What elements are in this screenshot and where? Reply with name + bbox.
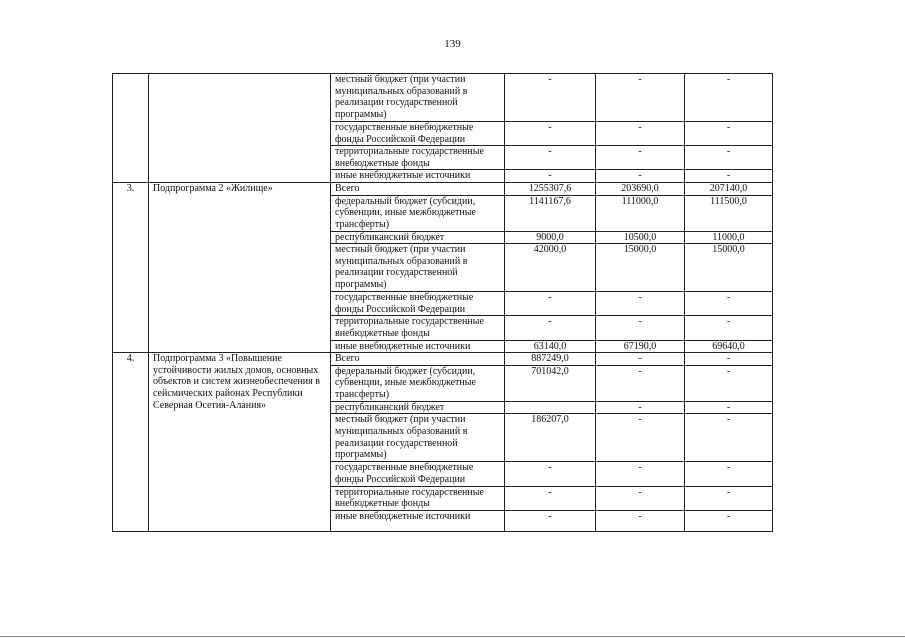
funding-source: иные внебюджетные источники — [331, 510, 505, 531]
subprogram-name-cell — [149, 74, 331, 183]
value-cell: - — [685, 146, 773, 170]
value-cell: 9000,0 — [505, 231, 596, 244]
value-cell: - — [685, 462, 773, 486]
value-cell: 203690,0 — [596, 182, 685, 195]
value-cell: - — [596, 316, 685, 340]
value-cell: - — [505, 510, 596, 531]
value-cell: 111500,0 — [685, 195, 773, 231]
value-cell: 111000,0 — [596, 195, 685, 231]
row-number-cell: 3. — [113, 182, 149, 352]
value-cell: 701042,0 — [505, 365, 596, 401]
value-cell: - — [685, 74, 773, 122]
value-cell: - — [685, 365, 773, 401]
value-cell: - — [505, 170, 596, 183]
funding-source: местный бюджет (при участии муниципальных образований в реализации государственной программы) — [331, 244, 505, 292]
value-cell: - — [596, 365, 685, 401]
funding-source: местный бюджет (при участии муниципальных образований в реализации государственной программы) — [331, 74, 505, 122]
value-cell: - — [596, 146, 685, 170]
value-cell — [505, 401, 596, 414]
funding-source: Всего — [331, 353, 505, 366]
funding-source: республиканский бюджет — [331, 401, 505, 414]
funding-source: федеральный бюджет (субсидии, субвенции, иные межбюджетные трансферты) — [331, 195, 505, 231]
funding-source: территориальные государственные внебюджетные фонды — [331, 316, 505, 340]
funding-source: государственные внебюджетные фонды Российской Федерации — [331, 122, 505, 146]
value-cell: 10500,0 — [596, 231, 685, 244]
value-cell: - — [505, 462, 596, 486]
value-cell: - — [685, 353, 773, 366]
scan-edge-line — [0, 636, 905, 637]
table-row — [113, 182, 773, 195]
subprogram-name-cell: Подпрограмма 2 «Жилище» — [149, 182, 331, 352]
value-cell: 11000,0 — [685, 231, 773, 244]
value-cell: - — [505, 486, 596, 510]
value-cell: 15000,0 — [596, 244, 685, 292]
funding-source: федеральный бюджет (субсидии, субвенции, иные межбюджетные трансферты) — [331, 365, 505, 401]
value-cell: 63140,0 — [505, 340, 596, 353]
value-cell: - — [596, 170, 685, 183]
value-cell: - — [685, 292, 773, 316]
value-cell: 186207,0 — [505, 414, 596, 462]
funding-source: местный бюджет (при участии муниципальных образований в реализации государственной программы) — [331, 414, 505, 462]
value-cell: - — [505, 146, 596, 170]
value-cell: - — [685, 122, 773, 146]
value-cell: - — [596, 74, 685, 122]
funding-source: иные внебюджетные источники — [331, 170, 505, 183]
value-cell: - — [505, 292, 596, 316]
page-number: 139 — [444, 38, 461, 50]
funding-source: иные внебюджетные источники — [331, 340, 505, 353]
value-cell: 42000,0 — [505, 244, 596, 292]
value-cell: - — [596, 486, 685, 510]
value-cell: - — [505, 316, 596, 340]
value-cell: 69640,0 — [685, 340, 773, 353]
value-cell: - — [685, 316, 773, 340]
value-cell: - — [596, 401, 685, 414]
value-cell: - — [685, 510, 773, 531]
value-cell: - — [596, 122, 685, 146]
value-cell: - — [596, 462, 685, 486]
funding-source: государственные внебюджетные фонды Российской Федерации — [331, 462, 505, 486]
row-number-cell — [113, 74, 149, 183]
value-cell: - — [685, 414, 773, 462]
value-cell: - — [505, 122, 596, 146]
budget-table — [112, 73, 773, 532]
value-cell: - — [596, 510, 685, 531]
row-number-cell: 4. — [113, 353, 149, 532]
value-cell: 207140,0 — [685, 182, 773, 195]
table-row — [113, 74, 773, 122]
value-cell: - — [685, 170, 773, 183]
value-cell: 887249,0 — [505, 353, 596, 366]
value-cell: 15000,0 — [685, 244, 773, 292]
value-cell: - — [596, 292, 685, 316]
table-row — [113, 353, 773, 366]
value-cell: - — [596, 353, 685, 366]
value-cell: - — [685, 401, 773, 414]
funding-source: государственные внебюджетные фонды Российской Федерации — [331, 292, 505, 316]
value-cell: - — [685, 486, 773, 510]
value-cell: 1255307,6 — [505, 182, 596, 195]
funding-source: Всего — [331, 182, 505, 195]
funding-source: республиканский бюджет — [331, 231, 505, 244]
funding-source: территориальные государственные внебюджетные фонды — [331, 486, 505, 510]
funding-source: территориальные государственные внебюджетные фонды — [331, 146, 505, 170]
value-cell: 67190,0 — [596, 340, 685, 353]
subprogram-name-cell: Подпрограмма 3 «Повышение устойчивости жилых домов, основных объектов и систем жизнеобеспечения в сейсмических районах Республики Северная Осетия-Алания» — [149, 353, 331, 532]
value-cell: - — [596, 414, 685, 462]
value-cell: 1141167,6 — [505, 195, 596, 231]
value-cell: - — [505, 74, 596, 122]
